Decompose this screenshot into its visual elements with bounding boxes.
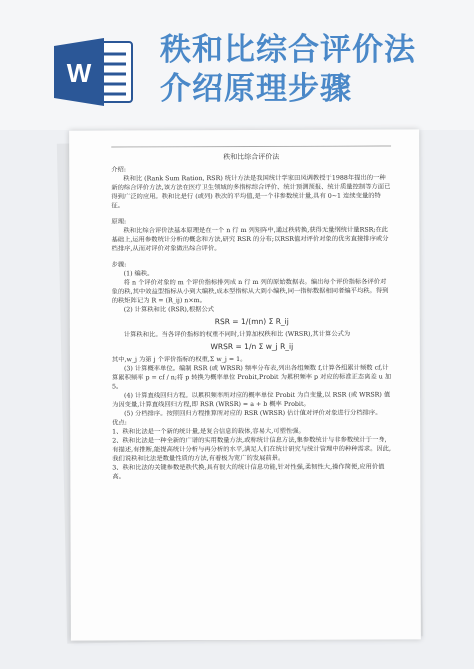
formula-wrsr: WRSR = 1/n Σ w_j R_ij [210, 341, 294, 352]
word-logo-letter: W [66, 58, 92, 88]
formula-rsr: RSR = 1/(mn) Σ R_ij [214, 316, 289, 327]
cover-title-line-2: 介绍原理步骤 [160, 71, 352, 107]
advantage-1: 1、秩和比法是一个新的统计量,是复合信息的载体,容易大,可塑性强。 [112, 427, 305, 436]
step-3-text: (3) 计算概率单位。编制 RSR (或 WRSR) 频率分布表,列出各组频数 f,计算各组累计频数 cf,计算累积频率 p = cf / n;将 p 转换为概率单位 Probit,Probit 为累积频率 p 对应的标准正态离差 u 加 5。 [111, 364, 392, 391]
heading-steps: 步骤: [111, 261, 127, 269]
document-page [69, 129, 421, 640]
step-5-text: (5) 分档排序。按照回归方程推算所对应的 RSR (WRSR) 估计值对评价对象进行分档排序。 [124, 409, 382, 418]
step-1-title: (1) 编秩。 [123, 270, 154, 278]
step-2-text: 计算秩和比。当各评价指标的权重不同时,计算加权秩和比 (WRSR),其计算公式为 [123, 330, 351, 339]
paragraph-introduction: 秩和比 (Rank Sum Ration, RSR) 统计方法是我国统计学家田凤调教授于1988年提出的一种新的综合评价方法,该方法在医疗卫生领域的多指标综合评价、统计预测预报、统计质量控制等方面已得到广泛的应用。秩和比是行 (或列) 秩次的平均值,是一个非参数统计量,具有 0~1 连续变量的特征。 [111, 174, 391, 210]
heading-principle: 原理: [111, 218, 127, 226]
header-rule [111, 145, 391, 147]
cover-title-line-1: 秩和比综合评价法 [160, 32, 416, 68]
document-title: 秩和比综合评价法 [223, 152, 280, 162]
step-4-text: (4) 计算直线回归方程。以累积频率所对应的概率单位 Probit 为自变量,以 RSR (或 WRSR) 值为因变量,计算直线回归方程,即 RSR (WRSR) = a + b 概率 Probit。 [112, 391, 391, 409]
step-2-title: (2) 计算秩和比 (RSR),根据公式 [123, 306, 215, 314]
word-document-icon [52, 38, 138, 106]
weight-note: 其中,w_j 为第 j 个评价指标的权重,Σ w_j = 1。 [111, 355, 247, 364]
step-1-text: 将 n 个评价对象的 m 个评价指标排列成 n 行 m 列的原始数据表。编出每个评价指标各评价对象的秩,其中效益型指标从小到大编秩,成本型指标从大到小编秩,同一指标数据相同者编平均秩。得到的秩矩阵记为 R = (R_ij) n×m。 [111, 278, 389, 305]
paragraph-principle: 秩和比综合评价法基本原理是在一个 n 行 m 列矩阵中,通过秩转换,获得无量纲统计量RSR;在此基础上,运用参数统计分析的概念和方法,研究 RSR 的分布;以RSR值对评价对象的优劣直接排序或分档排序,从而对评价对象做出综合评价。 [111, 226, 389, 253]
heading-advantages: 优点: [112, 419, 127, 427]
document-body [111, 145, 393, 632]
advantage-3: 3、秩和比法的关键参数是秩代换,具有很大的统计信息功能,针对性强,柔韧性大,操作简便,应用价值高。 [112, 463, 385, 481]
heading-introduction: 介绍: [111, 166, 126, 174]
advantage-2: 2、秩和比法是一种全新的广谱的实用数量方法,或称统计信息方法,集参数统计与非参数统计于一身,有描述,有推断,能提高统计分析与再分析的水平,满足人们在统计研究与统计管理中的种种需求。因此,我们说秩和比法是数量性质的方法,有着极为宽广的发展前景。 [112, 436, 392, 463]
